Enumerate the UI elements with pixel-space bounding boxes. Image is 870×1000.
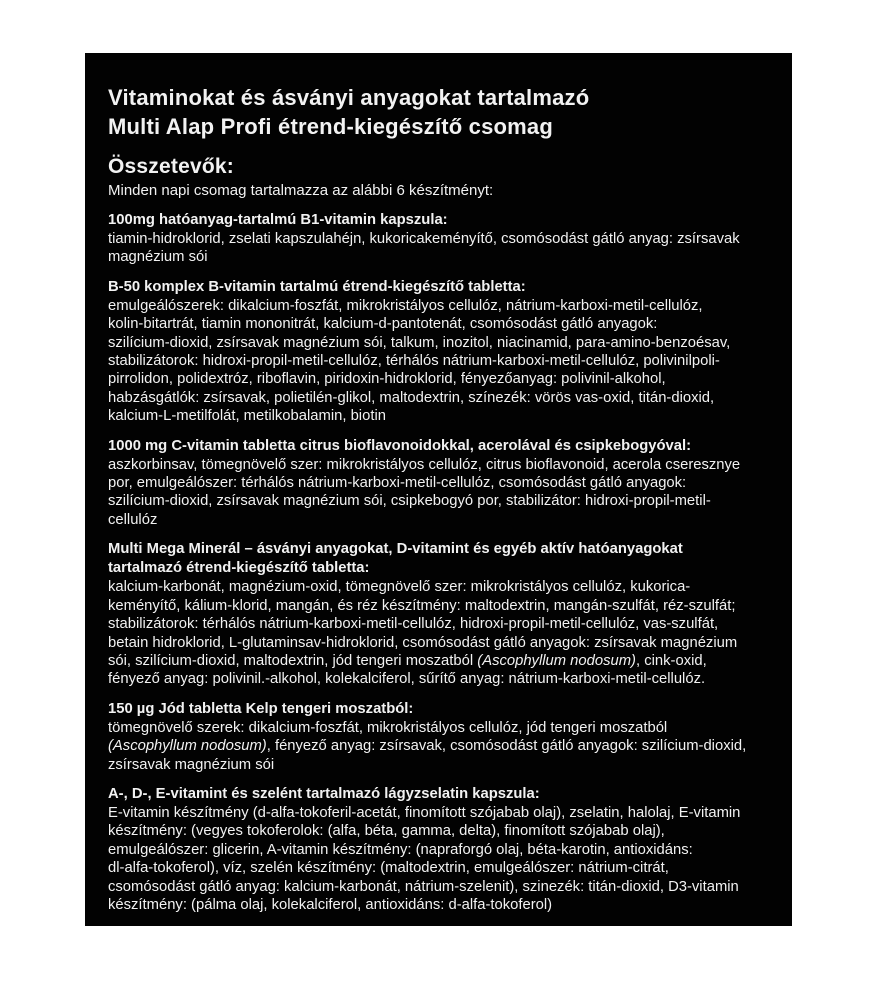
ingredients-heading: Összetevők: bbox=[108, 155, 234, 178]
section-heading: 150 µg Jód tabletta Kelp tengeri moszatból: bbox=[108, 700, 414, 717]
section-body: E-vitamin készítmény (d-alfa-tokoferil-acetát, finomított szójabab olaj), zselatin, halolaj, E-vitamin készítmény: (vegyes tokoferolok: (alfa, béta, gamma, delta), finomított szójabab olaj), emulgeálószer: glicerin, A-vitamin készítmény: (napraforgó olaj, béta-karotin, antioxidáns: dl-alfa-tokoferol), víz, szelén készítmény: (maltodextrin, emulgeálószer: nátrium-citrát, csomósodást gátló anyag: kalcium-karbonát, nátrium-szelenit), szinezék: titán-dioxid, D3-vitamin készítmény: (pálma olaj, kolekalciferol, antioxidáns: d-alfa-tokoferol) bbox=[108, 804, 741, 913]
intro-text: Minden napi csomag tartalmazza az alábbi 6 készítményt: bbox=[108, 182, 494, 199]
ingredient-section bbox=[108, 700, 776, 774]
section-body: aszkorbinsav, tömegnövelő szer: mikrokristályos cellulóz, citrus bioflavonoid, acerola cseresznye por, emulgeálószer: térhálós nátrium-karboxi-metil-cellulóz, csomósodást gátló anyagok: szilícium-dioxid, zsírsavak magnézium sói, csipkebogyó por, stabilizátor: hidroxi-propil-metil- cellulóz bbox=[108, 456, 741, 528]
section-body: tömegnövelő szerek: dikalcium-foszfát, mikrokristályos cellulóz, jód tengeri moszatból (Ascophyllum nodosum), fényező anyag: zsírsavak, csomósodást gátló anyagok: szilícium-dioxid, zsírsavak magnézium sói bbox=[108, 719, 747, 773]
ingredients-label-panel bbox=[85, 53, 792, 926]
section-heading: 1000 mg C-vitamin tabletta citrus bioflavonoidokkal, acerolával és csipkebogyóval: bbox=[108, 437, 692, 454]
section-heading: Multi Mega Minerál – ásványi anyagokat, D-vitamint és egyéb aktív hatóanyagokat tartalmazó étrend-kiegészítő tabletta: bbox=[108, 541, 683, 577]
sections bbox=[108, 211, 776, 914]
section-heading: B-50 komplex B-vitamin tartalmú étrend-kiegészítő tabletta: bbox=[108, 278, 526, 295]
ingredient-section bbox=[108, 540, 776, 688]
section-heading: A-, D-, E-vitamint és szelént tartalmazó lágyzselatin kapszula: bbox=[108, 785, 540, 802]
ingredient-section bbox=[108, 437, 776, 530]
section-heading: 100mg hatóanyag-tartalmú B1-vitamin kapszula: bbox=[108, 212, 448, 228]
section-body: emulgeálószerek: dikalcium-foszfát, mikrokristályos cellulóz, nátrium-karboxi-metil-cellulóz, kolin-bitartrát, tiamin mononitrát, kalcium-d-pantotenát, csomósodást gátló anyagok: szilícium-dioxid, zsírsavak magnézium sói, talkum, inozitol, niacinamid, para-amino-benzoésav, stabilizátorok: hidroxi-propil-metil-cellulóz, térhálós nátrium-karboxi-metil-cellulóz, polivinilpoli- pirrolidon, polidextróz, riboflavin, piridoxin-hidroklorid, fényezőanyag: polivinil-alkohol, habzásgátlók: zsírsavak, polietilén-glikol, maltodextrin, színezék: vörös vas-oxid, titán-dioxid, kalcium-L-metilfolát, metilkobalamin, biotin bbox=[108, 297, 731, 425]
product-title: Vitaminokat és ásványi anyagokat tartalmazó Multi Alap Profi étrend-kiegészítő csomag bbox=[108, 85, 590, 139]
ingredient-section bbox=[108, 211, 776, 267]
section-body: tiamin-hidroklorid, zselati kapszulahéjn, kukoricakeményítő, csomósodást gátló anyag: zsírsavak magnézium sói bbox=[108, 231, 740, 266]
ingredient-section bbox=[108, 785, 776, 914]
section-body: kalcium-karbonát, magnézium-oxid, tömegnövelő szer: mikrokristályos cellulóz, kukorica- keményítő, kálium-klorid, mangán, és réz készítmény: maltodextrin, mangán-szulfát, réz-szulfát; stabilizátorok: térhálós nátrium-karboxi-metil-cellulóz, hidroxi-propil-metil-cellulóz, vas-szulfát, betain hidroklorid, L-glutaminsav-hidroklorid, csomósodást gátló anyagok: zsírsavak magnézium sói, szilícium-dioxid, maltodextrin, jód tengeri moszatból (Ascophyllum nodosum), cink-oxid, fényező anyag: polivinil.-alkohol, kolekalciferol, sűrítő anyag: nátrium-karboxi-metil-cellulóz. bbox=[108, 579, 738, 688]
ingredient-section bbox=[108, 278, 776, 426]
